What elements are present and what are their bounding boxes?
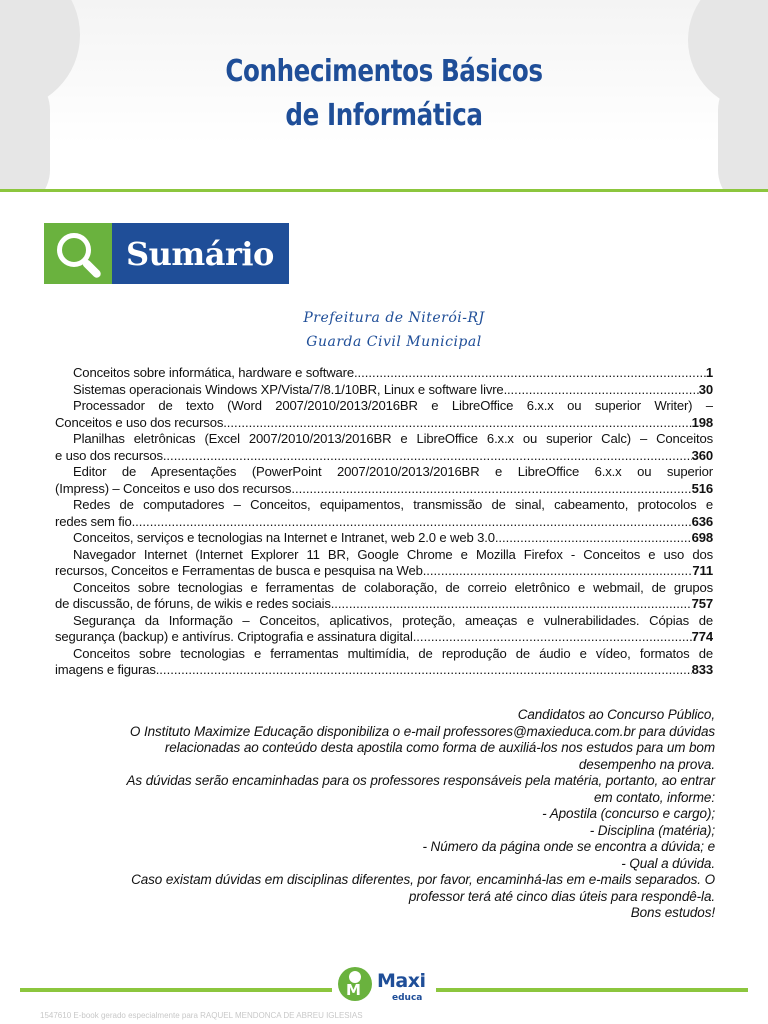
summary-label: Sumário <box>112 223 289 284</box>
toc-page-number: 698 <box>691 530 713 545</box>
toc-entry <box>55 530 713 547</box>
summary-banner <box>44 223 289 284</box>
toc-entry-text: Planilhas eletrônicas (Excel 2007/2010/2013/2016BR e LibreOffice 6.x.x ou superior Calc) – Conceitos <box>73 431 713 446</box>
toc-entry-text: Editor de Apresentações (PowerPoint 2007/2010/2013/2016BR e LibreOffice 6.x.x ou superior <box>73 464 713 479</box>
toc-leader-dots <box>358 365 706 382</box>
toc-entry-text: Segurança da Informação – Conceitos, aplicativos, proteção, ameaças e vulnerabilidades. Cópias de <box>73 612 713 628</box>
toc-entry-text: (Impress) – Conceitos e uso dos recursos <box>55 480 292 496</box>
footer-divider-left <box>20 988 332 992</box>
note-line: O Instituto Maximize Educação disponibiliza o e-mail professores@maxieduca.com.br para dúvidas <box>129 723 715 739</box>
toc-leader-dots <box>135 514 691 531</box>
toc-page-number: 360 <box>691 447 713 463</box>
subtitle-line-1: Prefeitura de Niterói-RJ <box>303 310 485 326</box>
note-line: professor terá até cinco dias úteis para respondê-la. <box>408 888 715 904</box>
page-title-line-2: de Informática <box>285 98 483 133</box>
toc-entry-text: Conceitos sobre tecnologias e ferramentas de colaboração, de correio eletrônico e webmail, de grupos <box>73 579 713 595</box>
toc-page-number: 711 <box>692 563 713 578</box>
toc-page-number: 833 <box>691 662 713 677</box>
toc-page-number: 757 <box>691 596 713 611</box>
toc-entry-text: Sistemas operacionais Windows XP/Vista/7/8.1/10BR, Linux e software livre.. <box>73 381 511 397</box>
toc-entry <box>55 580 713 613</box>
magnifier-icon <box>44 223 112 284</box>
page-header <box>0 0 768 192</box>
watermark: 1547610 E-book gerado especialmente para RAQUEL MENDONCA DE ABREU IGLESIAS <box>40 1011 363 1020</box>
toc-entry <box>55 365 713 382</box>
toc-entry <box>55 646 713 679</box>
table-of-contents <box>55 365 713 679</box>
toc-leader-dots <box>166 448 691 465</box>
note-line: - Apostila (concurso e cargo); <box>542 806 715 821</box>
toc-entry <box>55 547 713 580</box>
toc-entry-text: Conceitos e uso dos recursos. <box>55 414 227 430</box>
page-title-line-1: Conhecimentos Básicos <box>225 54 543 89</box>
logo-mark-icon <box>338 967 372 1001</box>
toc-entry <box>55 613 713 646</box>
decorative-shape <box>718 70 768 192</box>
toc-entry-text: Conceitos sobre informática, hardware e software. <box>73 365 358 380</box>
toc-leader-dots <box>416 629 691 646</box>
toc-leader-dots <box>291 481 691 498</box>
toc-entry <box>55 464 713 497</box>
logo-subtitle: educa <box>392 993 423 1003</box>
toc-entry-text: imagens e figuras. <box>55 662 160 677</box>
toc-entry-text: Redes de computadores – Conceitos, equipamentos, transmissão de sinal, cabeamento, protocolos e <box>73 497 713 512</box>
note-line: relacionadas ao conteúdo desta apostila como forma de auxiliá-los nos estudos para um bom <box>164 740 715 755</box>
note-line: As dúvidas serão encaminhadas para os professores responsáveis pela matéria, portanto, ao entrar <box>126 773 715 788</box>
note-line: - Número da página onde se encontra a dúvida; e <box>422 839 715 854</box>
document-subtitle <box>0 306 768 354</box>
toc-entry-text: redes sem fio. <box>55 513 136 529</box>
toc-page-number: 1 <box>705 365 713 380</box>
toc-entry-text: Navegador Internet (Internet Explorer 11 BR, Google Chrome e Mozilla Firefox - Conceitos e uso dos <box>73 546 713 562</box>
header-divider <box>0 189 768 192</box>
toc-entry-text: e uso dos recursos. <box>55 447 167 463</box>
toc-leader-dots <box>498 530 691 547</box>
toc-leader-dots <box>426 563 692 580</box>
toc-entry-text: Conceitos sobre tecnologias e ferramentas multimídia, de reprodução de áudio e vídeo, formatos de <box>73 645 713 661</box>
note-line: - Disciplina (matéria); <box>589 822 715 838</box>
subtitle-line-2: Guarda Civil Municipal <box>306 334 482 350</box>
note-line: em contato, informe: <box>593 789 715 805</box>
toc-leader-dots <box>227 415 692 432</box>
toc-leader-dots <box>511 382 699 399</box>
note-line: Candidatos ao Concurso Público, <box>517 707 715 722</box>
toc-entry-text: Processador de texto (Word 2007/2010/2013/2016BR e LibreOffice 6.x.x ou superior Writer) – <box>73 398 713 413</box>
note-line: - Qual a dúvida. <box>621 855 715 871</box>
toc-page-number: 516 <box>691 480 713 496</box>
note-line: Caso existam dúvidas em disciplinas diferentes, por favor, encaminhá-las em e-mails separados. O <box>131 872 715 887</box>
toc-page-number: 636 <box>691 513 713 529</box>
note-line: Bons estudos! <box>630 905 715 920</box>
toc-entry-text: recursos, Conceitos e Ferramentas de busca e pesquisa na Web. <box>55 563 427 578</box>
decorative-shape <box>0 70 50 192</box>
toc-entry-text: segurança (backup) e antivírus. Criptografia e assinatura digital. <box>55 629 417 644</box>
toc-entry-text: Conceitos, serviços e tecnologias na Internet e Intranet, web 2.0 e web 3.0. <box>73 530 499 545</box>
toc-leader-dots <box>159 662 691 679</box>
toc-entry <box>55 497 713 530</box>
toc-entry-text: de discussão, de fóruns, de wikis e redes sociais. <box>55 596 335 611</box>
toc-leader-dots <box>334 596 691 613</box>
toc-entry <box>55 431 713 464</box>
toc-entry <box>55 398 713 431</box>
toc-page-number: 774 <box>691 629 713 644</box>
candidate-note <box>60 707 715 922</box>
footer-divider-right <box>436 988 748 992</box>
maxi-educa-logo <box>336 965 436 1009</box>
note-line: desempenho na prova. <box>578 756 715 772</box>
toc-entry <box>55 382 713 399</box>
logo-name: Maxi <box>377 970 426 992</box>
page-title <box>69 50 699 138</box>
toc-page-number: 198 <box>691 414 713 430</box>
toc-page-number: 30 <box>698 381 713 397</box>
